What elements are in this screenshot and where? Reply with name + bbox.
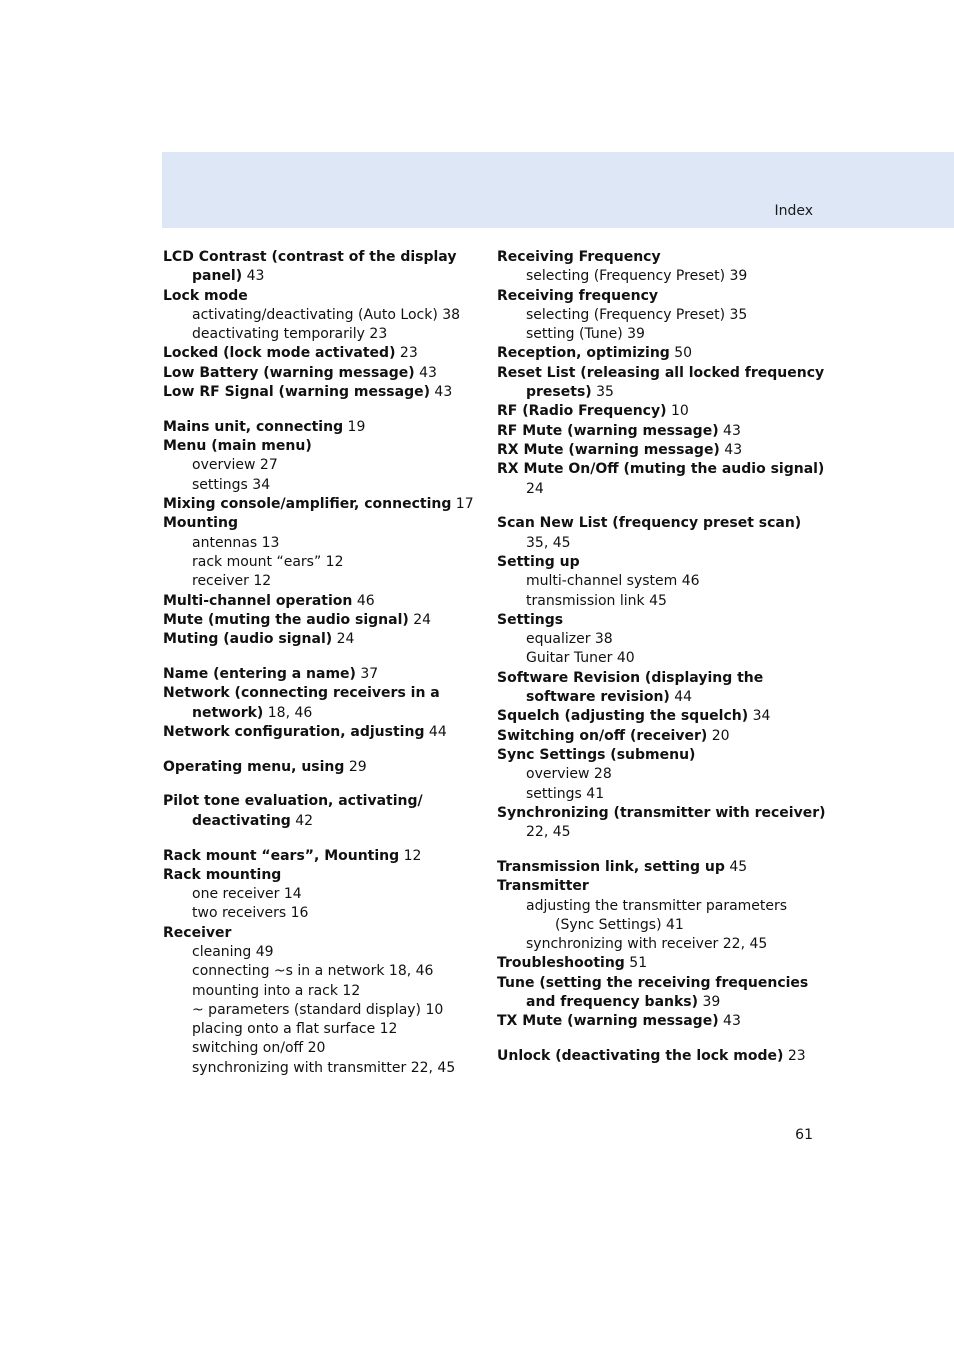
index-term	[497, 877, 827, 896]
index-page-ref: 49	[251, 944, 274, 960]
index-page-ref: 43	[242, 268, 265, 285]
index-subentry	[163, 943, 483, 962]
index-term	[497, 514, 827, 553]
index-term-text: Transmitter	[497, 878, 589, 895]
index-term	[497, 974, 827, 1013]
index-page-ref: 51	[624, 955, 648, 972]
index-term	[497, 441, 827, 460]
index-page-ref: 17	[451, 496, 474, 513]
index-term	[163, 924, 483, 943]
index-page-ref: 12	[321, 553, 344, 570]
index-term-text: Receiving frequency	[497, 287, 659, 304]
index-subentry	[163, 1001, 483, 1020]
index-page-ref: 20	[303, 1040, 326, 1057]
index-entry	[497, 402, 827, 421]
index-entry	[497, 974, 827, 1013]
index-entry	[497, 1012, 827, 1031]
index-subentry	[163, 962, 483, 981]
index-page-ref: 28	[589, 766, 612, 783]
index-entry	[497, 344, 827, 363]
index-page-ref: 22, 45	[526, 824, 571, 841]
index-entry	[163, 924, 483, 1078]
index-entry	[497, 707, 827, 726]
index-term-text: Synchronizing (transmitter with receiver)	[497, 804, 826, 821]
index-page-ref: 12	[337, 982, 361, 999]
index-subentry	[497, 592, 827, 611]
index-subentry	[497, 572, 827, 591]
index-letter-group	[497, 1047, 827, 1066]
index-entry	[497, 514, 827, 553]
index-page-ref: 22, 45	[406, 1059, 456, 1076]
index-term-text: TX Mute (warning message)	[497, 1013, 719, 1030]
index-column-right	[497, 248, 827, 1082]
index-term	[163, 364, 483, 383]
index-entry	[497, 877, 827, 954]
index-term-text: Low Battery (warning message)	[163, 364, 415, 381]
index-subentry-text: rack mount “ears”	[192, 553, 322, 570]
index-page-ref: 12	[248, 573, 272, 590]
index-entry	[497, 460, 827, 499]
index-term-text: Settings	[497, 611, 564, 628]
index-page-ref: 22, 45	[718, 936, 768, 953]
index-term-text: Rack mount “ears”, Mounting	[163, 847, 400, 864]
index-letter-group	[163, 758, 483, 777]
index-subentry	[497, 785, 827, 804]
index-subentry-text: placing onto a flat surface	[192, 1021, 376, 1038]
index-term	[497, 669, 827, 708]
index-term	[163, 592, 483, 611]
index-page-ref: 41	[581, 785, 605, 802]
index-subentry-text: Guitar Tuner	[526, 650, 613, 667]
index-page-ref: 20	[707, 727, 730, 744]
index-subentry-text: selecting (Frequency Preset)	[526, 306, 726, 323]
index-entry	[163, 792, 483, 831]
index-term-text: Receiving Frequency	[497, 249, 661, 265]
index-entry	[497, 746, 827, 804]
index-letter-group	[163, 418, 483, 650]
index-page-ref: 46	[352, 592, 375, 609]
index-term-text: Rack mounting	[163, 866, 282, 883]
index-term-text: Setting up	[497, 553, 580, 570]
index-subentry	[163, 456, 483, 475]
index-entry	[497, 954, 827, 973]
index-page-ref: 43	[414, 364, 437, 381]
index-subentry-text: antennas	[192, 534, 258, 551]
index-subentry	[497, 325, 827, 344]
index-entry	[163, 847, 483, 866]
index-term	[163, 248, 483, 287]
index-term-text: RF (Radio Frequency)	[497, 403, 667, 420]
index-term	[497, 858, 827, 877]
index-subentry	[497, 765, 827, 784]
index-term	[497, 1012, 827, 1031]
index-entry	[163, 758, 483, 777]
index-page-ref: 35	[725, 306, 748, 323]
index-term	[497, 248, 827, 267]
index-entry	[163, 866, 483, 924]
index-term-text: RF Mute (warning message)	[497, 422, 719, 439]
index-term-text: Name (entering a name)	[163, 665, 356, 682]
index-subentry	[163, 982, 483, 1001]
index-subentry	[163, 885, 483, 904]
index-page-ref: 34	[247, 476, 271, 493]
index-term	[163, 344, 483, 363]
index-subentry	[497, 630, 827, 649]
index-term-text: Sync Settings (submenu)	[497, 746, 696, 763]
page-number: 61	[795, 1127, 813, 1143]
index-term	[163, 611, 483, 630]
index-term-text: Mains unit, connecting	[163, 418, 344, 435]
index-term-text: Muting (audio signal)	[163, 631, 333, 648]
index-term-text: Squelch (adjusting the squelch)	[497, 708, 749, 725]
index-term-text: Transmission link, setting up	[497, 858, 725, 875]
index-entry	[497, 364, 827, 403]
index-subentry-text: setting (Tune)	[526, 326, 623, 343]
index-page-ref: 10	[421, 1001, 444, 1018]
index-letter-group	[163, 248, 483, 402]
index-entry	[163, 364, 483, 383]
index-entry	[497, 441, 827, 460]
index-letter-group	[497, 858, 827, 1032]
index-term	[163, 418, 483, 437]
index-term	[163, 665, 483, 684]
index-subentry-text: overview	[526, 766, 590, 783]
index-page-ref: 43	[718, 1013, 741, 1030]
index-subentry-text: two receivers	[192, 905, 287, 922]
index-entry	[163, 592, 483, 611]
index-letter-group	[163, 665, 483, 742]
index-term	[497, 344, 827, 363]
index-letter-group	[163, 847, 483, 1079]
index-page-ref: 38	[590, 631, 613, 648]
index-page-ref: 35, 45	[526, 534, 571, 551]
index-subentry-text: multi-channel system	[526, 573, 678, 590]
index-term	[497, 954, 827, 973]
index-term	[163, 723, 483, 742]
index-letter-group	[163, 792, 483, 831]
index-term-text: Receiver	[163, 924, 232, 941]
index-page-ref: 24	[408, 611, 432, 628]
index-page-ref: 44	[424, 723, 447, 740]
index-subentry-text: settings	[192, 476, 248, 493]
index-entry	[163, 665, 483, 684]
index-subentry	[497, 935, 827, 954]
header-title: Index	[774, 203, 813, 219]
index-term	[163, 495, 483, 514]
index-subentry-text: ~ parameters (standard display)	[192, 1001, 422, 1018]
index-page-ref: 19	[343, 418, 366, 435]
index-term	[497, 287, 827, 306]
index-entry	[163, 723, 483, 742]
index-subentry-text: switching on/off	[192, 1040, 304, 1057]
index-entry	[163, 383, 483, 402]
index-entry	[497, 287, 827, 345]
index-term-text: RX Mute (warning message)	[497, 441, 720, 458]
index-entry	[163, 418, 483, 437]
index-subentry	[163, 572, 483, 591]
index-subentry	[163, 476, 483, 495]
index-entry	[163, 344, 483, 363]
index-term-text: Multi-channel operation	[163, 592, 353, 609]
index-subentry-text: receiver	[192, 573, 249, 590]
index-page-ref: 43	[429, 384, 453, 401]
index-page-ref: 16	[286, 905, 309, 922]
index-term-text: Mounting	[163, 515, 238, 532]
index-subentry-text: mounting into a rack	[192, 982, 338, 999]
index-subentry-text: adjusting the transmitter parameters (Sync Settings)	[526, 897, 788, 933]
index-term	[163, 758, 483, 777]
index-term-text: Scan New List (frequency preset scan)	[497, 515, 802, 532]
index-term-text: Mute (muting the audio signal)	[163, 611, 409, 628]
index-subentry-text: selecting (Frequency Preset)	[526, 268, 726, 285]
index-page-ref: 44	[669, 689, 693, 706]
index-page-ref: 23	[364, 326, 388, 343]
index-term-text: Low RF Signal (warning message)	[163, 384, 430, 401]
index-term	[497, 707, 827, 726]
index-page-ref: 42	[290, 812, 314, 829]
index-term	[163, 383, 483, 402]
index-term-text: Pilot tone evaluation, activating/ deactivating	[163, 793, 423, 829]
index-page-ref: 12	[375, 1021, 398, 1038]
index-term-text: Lock mode	[163, 287, 248, 304]
index-subentry	[497, 306, 827, 325]
index-entry	[497, 804, 827, 843]
index-page-ref: 43	[718, 422, 741, 439]
index-subentry-text: cleaning	[192, 944, 252, 960]
index-entry	[163, 611, 483, 630]
index-term	[497, 364, 827, 403]
index-subentry	[163, 1039, 483, 1058]
index-subentry	[497, 897, 827, 936]
index-page-ref: 23	[783, 1048, 806, 1065]
index-entry	[497, 727, 827, 746]
index-term-text: Reception, optimizing	[497, 345, 670, 362]
index-page-ref: 27	[255, 457, 278, 474]
index-page-ref: 50	[669, 345, 693, 362]
index-term	[497, 746, 827, 765]
index-entry	[497, 422, 827, 441]
index-entry	[163, 630, 483, 649]
index-term	[497, 1047, 827, 1066]
index-term	[163, 437, 483, 456]
index-page-ref: 45	[724, 858, 748, 875]
index-term	[163, 792, 483, 831]
index-subentry-text: synchronizing with receiver	[526, 936, 719, 953]
index-page-ref: 35	[591, 384, 614, 401]
index-subentry	[497, 267, 827, 286]
index-term-text: Troubleshooting	[497, 955, 625, 972]
index-page-ref: 23	[395, 345, 418, 362]
index-term	[497, 727, 827, 746]
index-term-text: Locked (lock mode activated)	[163, 345, 396, 362]
index-page-ref: 13	[257, 534, 280, 551]
index-subentry-text: deactivating temporarily	[192, 326, 365, 343]
index-page-ref: 39	[698, 993, 721, 1010]
index-term	[163, 630, 483, 649]
index-term	[497, 804, 827, 843]
index-entry	[163, 437, 483, 495]
index-term	[163, 866, 483, 885]
index-term	[497, 553, 827, 572]
index-page-ref: 39	[622, 326, 645, 343]
index-term-text: Menu (main menu)	[163, 438, 312, 455]
index-term	[497, 460, 827, 499]
index-term-text: RX Mute On/Off (muting the audio signal)	[497, 461, 825, 478]
index-entry	[497, 611, 827, 669]
index-term-text: Tune (setting the receiving frequencies and frequency banks)	[497, 974, 809, 1010]
index-entry	[497, 858, 827, 877]
index-subentry	[163, 534, 483, 553]
index-term	[497, 402, 827, 421]
index-page-ref: 40	[612, 650, 635, 667]
index-page-ref: 14	[279, 886, 302, 903]
index-entry	[163, 684, 483, 723]
index-page-ref: 45	[644, 592, 667, 609]
index-subentry-text: one receiver	[192, 886, 280, 903]
index-page-ref: 43	[719, 441, 743, 458]
index-page-ref: 29	[344, 758, 367, 775]
index-page-ref: 37	[355, 665, 379, 682]
index-term-text: LCD Contrast (contrast of the display panel)	[163, 249, 457, 285]
index-entry	[163, 287, 483, 345]
index-term	[497, 611, 827, 630]
index-term	[163, 684, 483, 723]
index-term-text: Network configuration, adjusting	[163, 723, 425, 740]
index-subentry	[163, 306, 483, 325]
index-subentry-text: equalizer	[526, 631, 591, 648]
index-page-ref: 24	[526, 480, 544, 497]
index-subentry-text: synchronizing with transmitter	[192, 1059, 407, 1076]
index-subentry-text: connecting ~s in a network	[192, 963, 385, 980]
index-letter-group	[497, 248, 827, 499]
index-subentry-text: overview	[192, 457, 256, 474]
index-page-ref: 12	[399, 847, 422, 864]
index-entry	[163, 248, 483, 287]
index-page-ref: 10	[666, 403, 689, 420]
index-page-ref: 41	[661, 916, 684, 933]
index-page-ref: 38	[437, 306, 461, 323]
index-term	[163, 287, 483, 306]
index-subentry-text: transmission link	[526, 592, 645, 609]
index-subentry	[163, 904, 483, 923]
index-entry	[497, 669, 827, 708]
index-subentry-text: activating/deactivating (Auto Lock)	[192, 306, 438, 323]
index-subentry	[163, 1059, 483, 1078]
index-page-ref: 18, 46	[263, 704, 313, 721]
index-page-ref: 18, 46	[384, 963, 434, 980]
index-term-text: Software Revision (displaying the software revision)	[497, 669, 764, 706]
index-entry	[163, 495, 483, 514]
index-entry	[163, 514, 483, 591]
index-letter-group	[497, 514, 827, 842]
index-term-text: Operating menu, using	[163, 758, 345, 775]
index-term-text: Mixing console/amplifier, connecting	[163, 496, 452, 513]
index-column-left	[163, 248, 483, 1094]
index-subentry-text: settings	[526, 785, 582, 802]
header-band	[162, 152, 954, 228]
index-entry	[497, 1047, 827, 1066]
index-subentry	[163, 325, 483, 344]
index-term-text: Unlock (deactivating the lock mode)	[497, 1048, 784, 1065]
index-page-ref: 24	[332, 631, 355, 648]
index-term-text: Switching on/off (receiver)	[497, 727, 708, 744]
index-entry	[497, 553, 827, 611]
index-subentry	[497, 649, 827, 668]
index-entry	[497, 248, 827, 287]
index-term	[163, 847, 483, 866]
index-term-text: Reset List (releasing all locked frequency presets)	[497, 364, 825, 401]
index-term-text: Network (connecting receivers in a network)	[163, 685, 440, 721]
index-page-ref: 34	[748, 708, 771, 725]
index-term	[497, 422, 827, 441]
index-term	[163, 514, 483, 533]
index-subentry	[163, 553, 483, 572]
index-page-ref: 46	[677, 573, 700, 590]
index-subentry	[163, 1020, 483, 1039]
index-page-ref: 39	[725, 268, 748, 285]
